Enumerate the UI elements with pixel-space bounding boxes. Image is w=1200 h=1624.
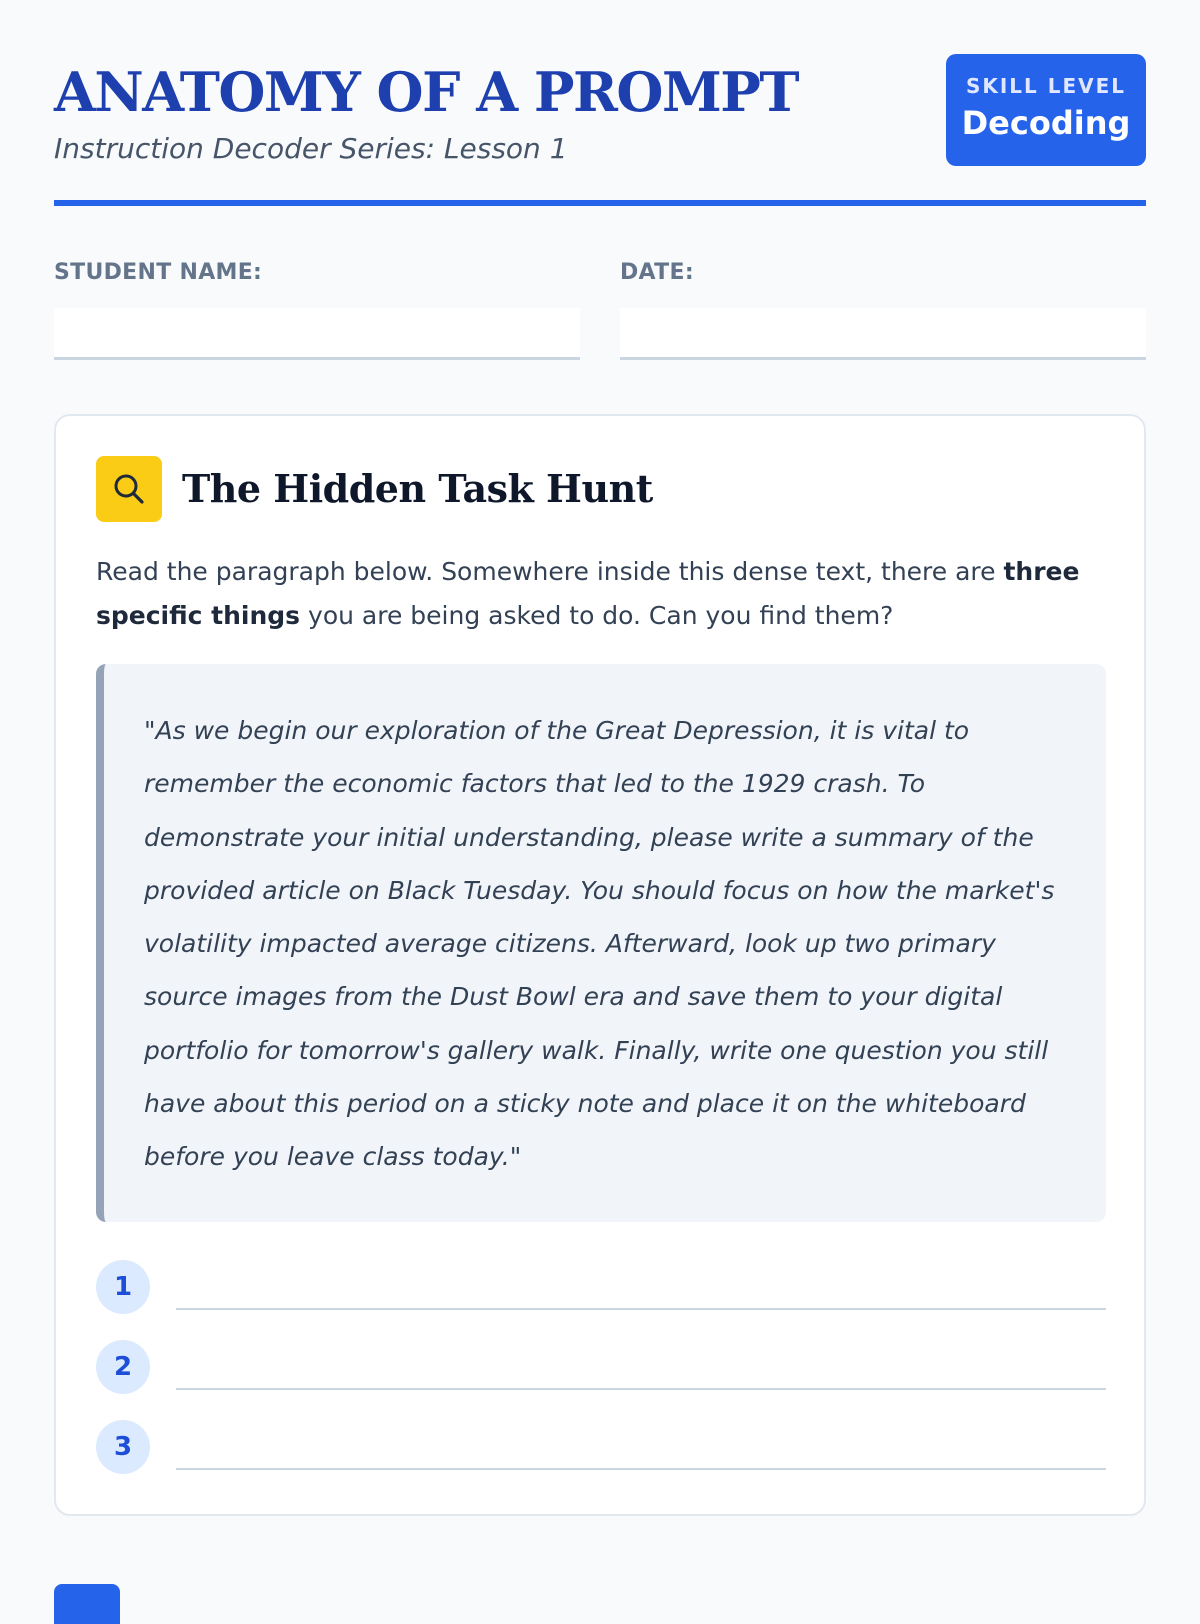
skill-level-value: Decoding [961,104,1131,142]
date-field-group [620,260,1146,286]
next-section-marker [54,1584,120,1624]
student-name-field-group [54,260,580,286]
instructions-text-start: Read the paragraph below. Somewhere inside this dense text, there are [96,557,1004,586]
passage-block [96,664,1106,1222]
subtitle-wrap [54,132,568,166]
date-input[interactable] [620,308,1146,360]
instructions-emphasis: three specific things [96,557,1080,630]
answer-line[interactable] [176,1468,1106,1470]
answer-row [96,1260,1106,1316]
answer-number-badge: 2 [96,1340,150,1394]
activity-card [54,414,1146,1516]
search-icon-glyph [111,471,147,507]
answer-row [96,1340,1106,1396]
skill-level-badge [946,54,1146,166]
activity-instructions [96,550,1106,638]
search-icon [96,456,162,522]
answer-row [96,1420,1106,1476]
instructions-text-end: you are being asked to do. Can you find them? [300,601,894,630]
student-name-label: STUDENT NAME: [54,260,263,285]
worksheet-header [54,54,1146,206]
answer-line[interactable] [176,1388,1106,1390]
page-title: ANATOMY OF A PROMPT [54,60,799,124]
date-label: DATE: [620,260,694,285]
passage-text: "As we begin our exploration of the Great Depression, it is vital to remember the economic factors that led to the 1929 crash. To demonstrate your initial understanding, please write a summary of the provided article on Black Tuesday. You should focus on how the market's volatility impacted average citizens. Afterward, look up two primary source images from the Dust Bowl era and save them to your digital portfolio for tomorrow's gallery walk. Finally, write one question you still have about this period on a sticky note and place it on the whiteboard before you leave class today." [144,716,1055,1172]
skill-level-label: SKILL LEVEL [965,74,1127,98]
answer-number-badge: 1 [96,1260,150,1314]
activity-title: The Hidden Task Hunt [182,466,653,511]
answer-line[interactable] [176,1308,1106,1310]
student-name-input[interactable] [54,308,580,360]
answer-number-badge: 3 [96,1420,150,1474]
page-subtitle: Instruction Decoder Series: Lesson 1 [54,132,568,165]
student-info-fields [54,260,1146,360]
